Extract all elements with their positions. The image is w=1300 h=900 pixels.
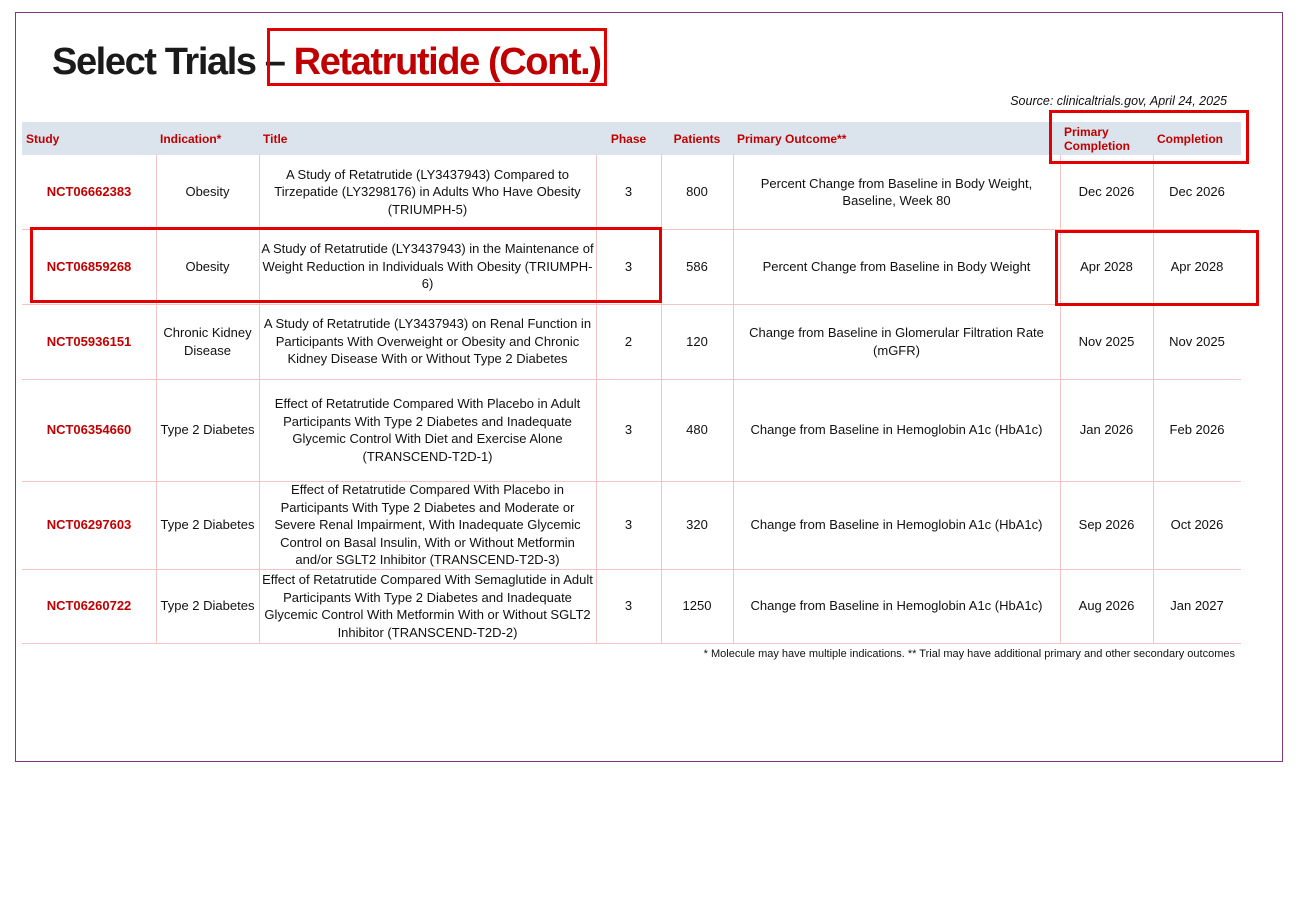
row-divider <box>22 643 1241 644</box>
cell-indication: Obesity <box>185 184 230 200</box>
cell-primary-completion: Jan 2026 <box>1079 422 1134 438</box>
header-patients: Patients <box>673 131 721 146</box>
cell-patients: 1250 <box>682 598 712 614</box>
cell-title: A Study of Retatrutide (LY3437943) on Renal Function in Participants With Overweight or Obesity and Chronic Kidney Disease With or Without Type 2 Diabetes <box>263 316 592 367</box>
column-divider <box>1153 155 1154 643</box>
header-study: Study <box>26 131 60 146</box>
cell-title: Effect of Retatrutide Compared With Placebo in Participants With Type 2 Diabetes and Moderate or Severe Renal Impairment, With Inadequate Glycemic Control on Basal Insulin, With or Without Metformin and/or SGLT2 Inhibitor (TRANSCEND-T2D-3) <box>274 482 581 568</box>
cell-phase: 3 <box>624 517 633 533</box>
cell-primary-outcome: Percent Change from Baseline in Body Weight, Baseline, Week 80 <box>760 175 1033 208</box>
cell-primary-completion: Dec 2026 <box>1078 184 1135 200</box>
header-title: Title <box>263 131 288 146</box>
cell-patients: 320 <box>686 517 708 533</box>
cell-indication: Type 2 Diabetes <box>160 517 255 533</box>
column-divider <box>733 155 734 643</box>
cell-completion: Feb 2026 <box>1169 422 1225 438</box>
cell-phase: 2 <box>624 333 633 349</box>
cell-title: Effect of Retatrutide Compared With Placebo in Adult Participants With Type 2 Diabetes and Inadequate Glycemic Control With Diet and Exercise Alone (TRANSCEND-T2D-1) <box>274 396 581 464</box>
cell-completion: Oct 2026 <box>1170 517 1224 533</box>
cell-completion: Dec 2026 <box>1169 184 1225 200</box>
cell-study: NCT05936151 <box>46 333 132 349</box>
cell-indication: Type 2 Diabetes <box>160 598 255 614</box>
cell-primary-completion: Nov 2025 <box>1078 333 1135 349</box>
cell-patients: 800 <box>686 184 708 200</box>
header-phase: Phase <box>610 131 647 146</box>
column-divider <box>1060 155 1061 643</box>
cell-patients: 586 <box>686 258 708 274</box>
header-completion: Completion <box>1157 131 1223 146</box>
header-primary-completion: Primary Completion <box>1064 124 1130 153</box>
header-primary-outcome: Primary Outcome** <box>737 131 847 146</box>
title-highlight-box <box>267 28 607 86</box>
cell-indication: Obesity <box>185 258 230 274</box>
cell-phase: 3 <box>624 184 633 200</box>
cell-primary-outcome: Change from Baseline in Glomerular Filtration Rate (mGFR) <box>749 325 1044 358</box>
row-highlight-box-right <box>1055 230 1259 306</box>
cell-completion: Jan 2027 <box>1170 598 1224 614</box>
cell-indication: Type 2 Diabetes <box>160 422 255 438</box>
cell-title: Effect of Retatrutide Compared With Semaglutide in Adult Participants With Type 2 Diabetes and Inadequate Glycemic Control With Metformin With or Without SGLT2 Inhibitor (TRANSCEND-T2D-2) <box>262 572 593 640</box>
cell-primary-outcome: Change from Baseline in Hemoglobin A1c (HbA1c) <box>750 422 1043 438</box>
cell-study: NCT06859268 <box>46 258 132 274</box>
title-highlight: Retatrutide (Cont.) <box>293 41 601 83</box>
cell-study: NCT06354660 <box>46 422 132 438</box>
cell-primary-outcome: Change from Baseline in Hemoglobin A1c (HbA1c) <box>750 598 1043 614</box>
cell-primary-completion: Aug 2026 <box>1078 598 1135 614</box>
cell-primary-outcome: Percent Change from Baseline in Body Weight <box>762 258 1031 274</box>
cell-title: A Study of Retatrutide (LY3437943) Compared to Tirzepatide (LY3298176) in Adults Who Have Obesity (TRIUMPH-5) <box>274 166 581 217</box>
cell-completion: Apr 2028 <box>1170 258 1224 274</box>
completion-header-highlight-box <box>1049 110 1249 164</box>
cell-completion: Nov 2025 <box>1169 333 1225 349</box>
cell-primary-outcome: Change from Baseline in Hemoglobin A1c (HbA1c) <box>750 517 1043 533</box>
cell-title: A Study of Retatrutide (LY3437943) in the Maintenance of Weight Reduction in Individuals With Obesity (TRIUMPH-6) <box>261 241 594 292</box>
cell-study: NCT06662383 <box>46 184 132 200</box>
cell-study: NCT06260722 <box>46 598 132 614</box>
cell-primary-completion: Sep 2026 <box>1078 517 1135 533</box>
header-indication: Indication* <box>160 131 222 146</box>
cell-phase: 3 <box>624 422 633 438</box>
cell-patients: 120 <box>686 333 708 349</box>
cell-indication: Chronic Kidney Disease <box>163 325 252 358</box>
cell-phase: 3 <box>624 598 633 614</box>
row-highlight-box-left <box>30 227 662 303</box>
footnote: * Molecule may have multiple indications. ** Trial may have additional primary and other secondary outcomes <box>703 648 1235 660</box>
cell-phase: 3 <box>624 258 633 274</box>
cell-patients: 480 <box>686 422 708 438</box>
source-note: Source: clinicaltrials.gov, April 24, 2025 <box>1010 94 1227 108</box>
cell-study: NCT06297603 <box>46 517 132 533</box>
cell-primary-completion: Apr 2028 <box>1080 258 1133 274</box>
title-prefix: Select Trials – <box>52 41 294 83</box>
